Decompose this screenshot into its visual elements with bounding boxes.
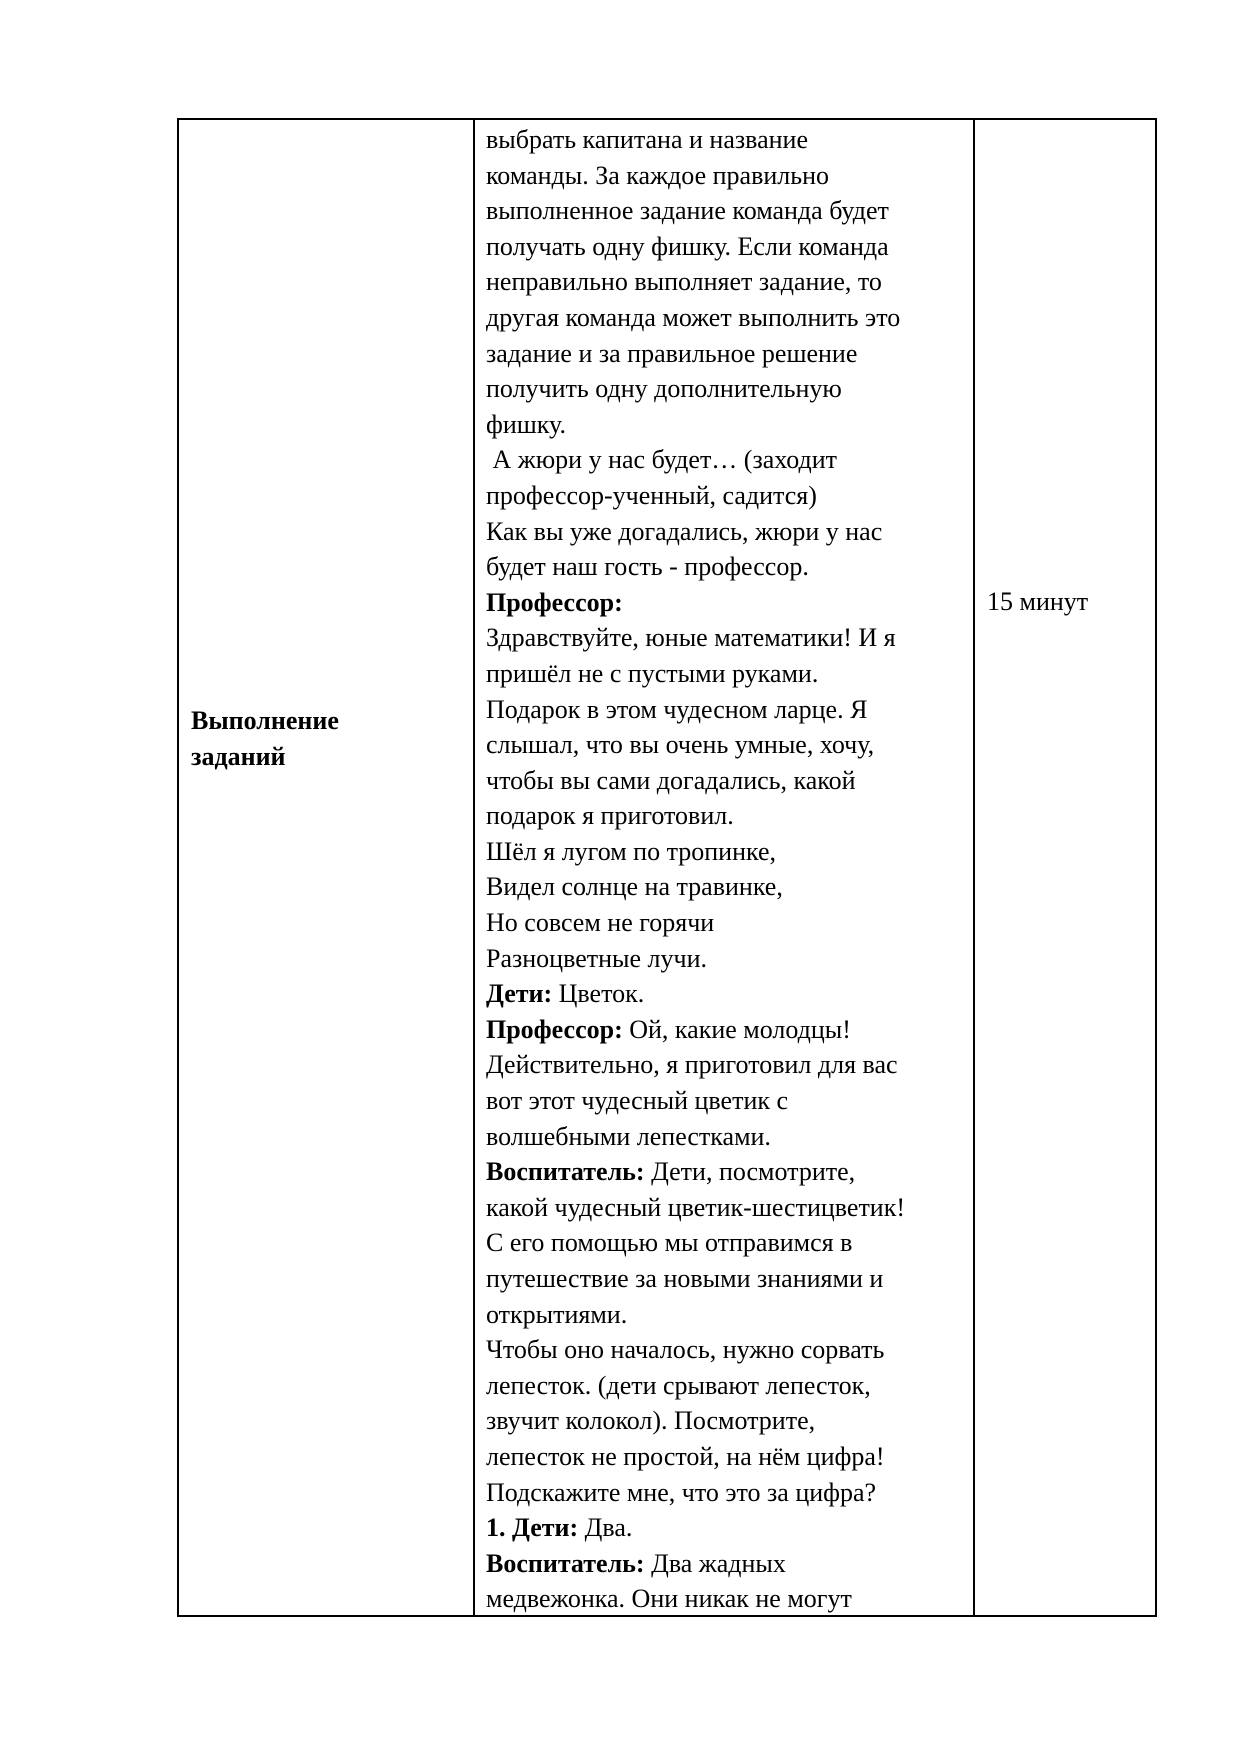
line-text: задание и за правильное решение	[486, 338, 858, 368]
line-text: фишку.	[486, 409, 566, 439]
content-line	[486, 941, 966, 977]
content-line	[486, 1475, 966, 1511]
content-line	[486, 1403, 966, 1439]
content-line	[486, 122, 966, 158]
content-line	[486, 336, 966, 372]
content-line	[486, 763, 966, 799]
content-line	[486, 478, 966, 514]
line-text: Здравствуйте, юные математики! И я	[486, 623, 896, 653]
stage-cell	[191, 703, 461, 774]
content-line	[486, 1439, 966, 1475]
line-text: какой чудесный цветик-шестицветик!	[486, 1192, 906, 1222]
content-line	[486, 442, 966, 478]
line-text: команды. За каждое правильно	[486, 160, 830, 190]
content-line	[486, 264, 966, 300]
line-text: Два.	[578, 1513, 633, 1543]
line-text: чтобы вы сами догадались, какой	[486, 765, 856, 795]
content-line	[486, 193, 966, 229]
content-line	[486, 549, 966, 585]
content-line	[486, 1510, 966, 1546]
line-text: открытиями.	[486, 1299, 628, 1329]
line-text: путешествие за новыми знаниями и	[486, 1264, 884, 1293]
content-line	[486, 1581, 966, 1617]
content-line	[486, 1225, 966, 1261]
line-text: подарок я приготовил.	[486, 801, 734, 831]
line-text: Видел солнце на травинке,	[486, 872, 783, 902]
line-text: выполненное задание команда будет	[486, 196, 889, 226]
speaker-label: Профессор:	[486, 1014, 623, 1044]
content-line	[486, 1083, 966, 1119]
line-text: Чтобы оно началось, нужно сорвать	[486, 1335, 885, 1365]
content-line	[486, 158, 966, 194]
content-line	[486, 1154, 966, 1190]
content-line	[486, 585, 966, 621]
speaker-label: Профессор:	[486, 587, 623, 617]
line-text: Но совсем не горячи	[486, 908, 715, 938]
content-line	[486, 727, 966, 763]
line-text: А жюри у нас будет… (заходит	[486, 445, 838, 475]
speaker-label: Воспитатель:	[486, 1548, 645, 1578]
line-text: медвежонка. Они никак не могут	[486, 1584, 852, 1614]
speaker-label: Воспитатель:	[486, 1157, 645, 1187]
content-line	[486, 371, 966, 407]
speaker-label: Дети:	[486, 979, 553, 1009]
duration-cell: 15 минут	[987, 587, 1089, 616]
content-line	[486, 1047, 966, 1083]
content-line	[486, 1012, 966, 1048]
content-line	[486, 1261, 966, 1297]
line-text: лепесток. (дети срывают лепесток,	[486, 1370, 871, 1400]
content-line	[486, 798, 966, 834]
column-divider	[973, 120, 975, 1615]
content-line	[486, 905, 966, 941]
content-line	[486, 300, 966, 336]
line-text: Разноцветные лучи.	[486, 943, 708, 973]
line-text: С его помощью мы отправимся в	[486, 1228, 853, 1258]
line-text: будет наш гость - профессор.	[486, 552, 809, 582]
content-line	[486, 620, 966, 656]
content-line	[486, 1332, 966, 1368]
line-text: Цветок.	[552, 979, 645, 1009]
content-line	[486, 407, 966, 443]
content-line	[486, 1190, 966, 1226]
content-line	[486, 1368, 966, 1404]
line-text: получать одну фишку. Если команда	[486, 231, 889, 261]
line-text: Ой, какие молодцы!	[622, 1014, 851, 1044]
content-line	[486, 1546, 966, 1582]
content-line	[486, 229, 966, 265]
line-text: Шёл я лугом по тропинке,	[486, 836, 777, 866]
content-line	[486, 976, 966, 1012]
line-text: Как вы уже догадались, жюри у нас	[486, 516, 883, 546]
line-text: другая команда может выполнить это	[486, 302, 901, 332]
line-text: Действительно, я приготовил для вас	[486, 1050, 898, 1080]
content-line	[486, 656, 966, 692]
content-cell	[486, 122, 966, 1617]
stage-text: Выполнение	[191, 706, 339, 735]
line-text: профессор-ученный, садится)	[486, 480, 817, 510]
content-line	[486, 1297, 966, 1333]
line-text: Дети, посмотрите,	[644, 1157, 856, 1187]
line-text: вот этот чудесный цветик с	[486, 1086, 789, 1116]
line-text: выбрать капитана и название	[486, 125, 808, 154]
line-text: получить одну дополнительную	[486, 374, 842, 404]
line-text: волшебными лепестками.	[486, 1121, 771, 1151]
line-text: Подарок в этом чудесном ларце. Я	[486, 694, 868, 724]
content-line	[486, 834, 966, 870]
content-line	[486, 514, 966, 550]
line-text: пришёл не с пустыми руками.	[486, 658, 819, 688]
line-text: неправильно выполняет задание, то	[486, 267, 882, 297]
content-line	[486, 692, 966, 728]
line-text: Два жадных	[644, 1548, 786, 1578]
line-text: звучит колокол). Посмотрите,	[486, 1406, 816, 1436]
speaker-label: 1. Дети:	[486, 1513, 579, 1543]
line-text: Подскажите мне, что это за цифра?	[486, 1477, 877, 1507]
content-line	[486, 1119, 966, 1155]
column-divider	[473, 120, 475, 1615]
content-line	[486, 869, 966, 905]
line-text: лепесток не простой, на нём цифра!	[486, 1441, 885, 1471]
lesson-table	[177, 118, 1157, 1617]
line-text: слышал, что вы очень умные, хочу,	[486, 730, 875, 760]
stage-text: заданий	[191, 741, 286, 771]
